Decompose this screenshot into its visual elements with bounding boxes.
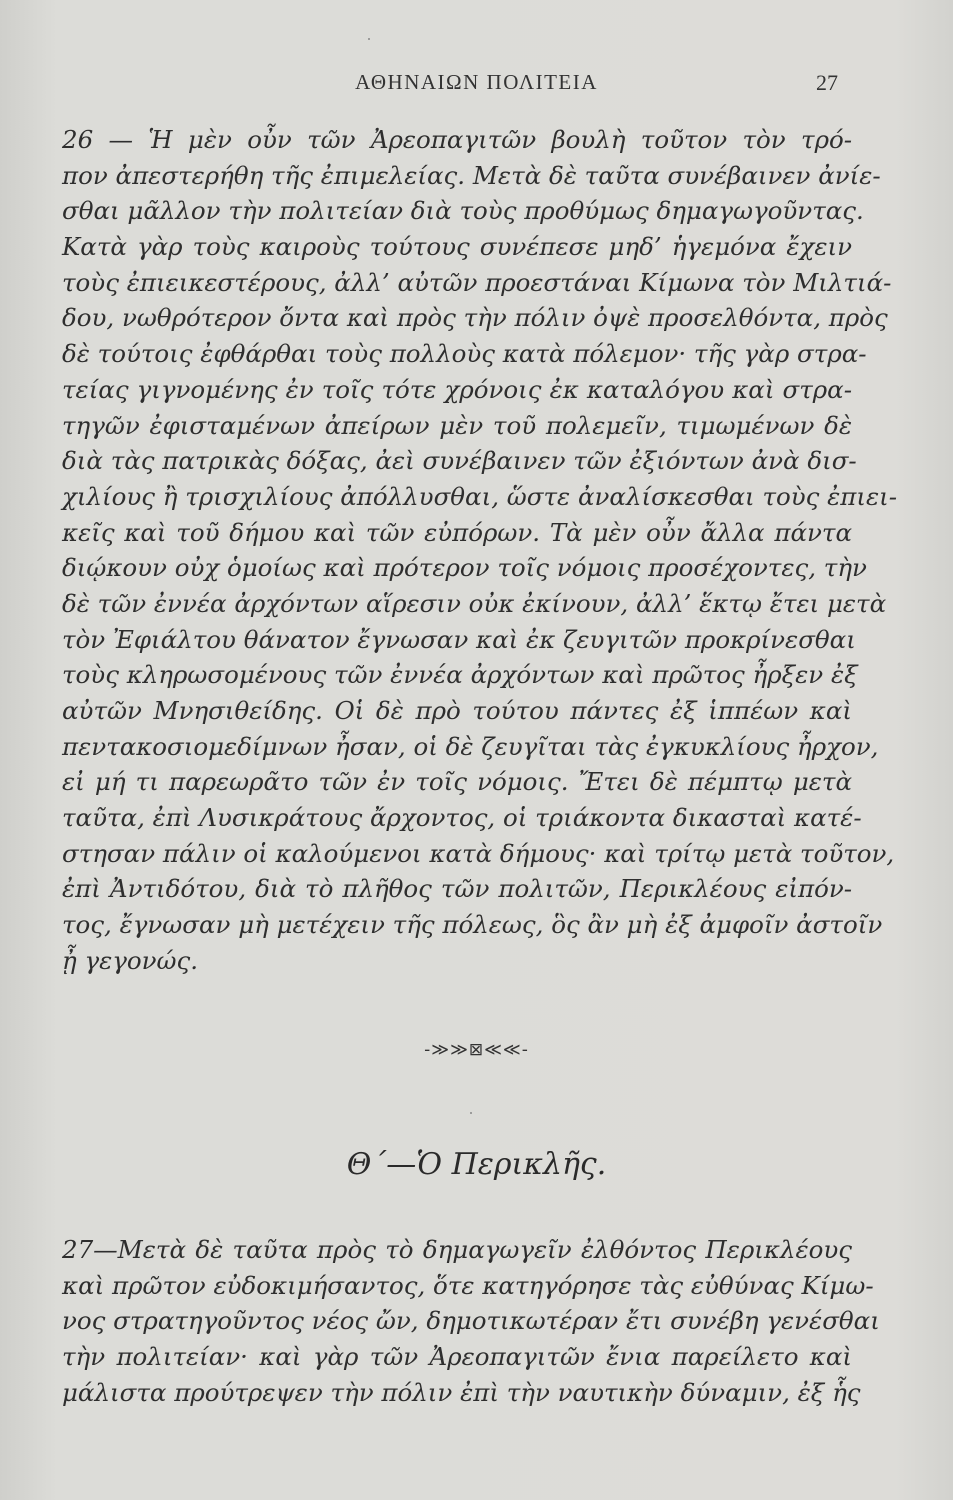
text-line: 26 — Ἡ μὲν οὖν τῶν Ἀρεοπαγιτῶν βουλὴ τοῦτον τὸν τρό- — [62, 125, 852, 154]
text-line: ἐπὶ Ἀντιδότου, διὰ τὸ πλῆθος τῶν πολιτῶν, Περικλέους εἰπόν- — [62, 874, 852, 904]
text-line: μάλιστα προύτρεψεν τὴν πόλιν ἐπὶ τὴν ναυτικὴν δύναμιν, ἐξ ἧς — [62, 1377, 861, 1407]
text-line: τοὺς κληρωσομένους τῶν ἐννέα ἀρχόντων καὶ πρῶτος ἦρξεν ἐξ — [62, 660, 858, 690]
text-line: χιλίους ἢ τρισχιλίους ἀπόλλυσθαι, ὥστε ἀναλίσκεσθαι τοὺς ἐπιει- — [62, 481, 898, 511]
text-line: σθαι μᾶλλον τὴν πολιτείαν διὰ τοὺς προθύμως δημαγωγοῦντας. — [62, 196, 864, 226]
text-line: τος, ἔγνωσαν μὴ μετέχειν τῆς πόλεως, ὃς ἂν μὴ ἐξ ἀμφοῖν ἀστοῖν — [62, 910, 883, 940]
chapter-heading: Θ΄—Ὁ Περικλῆς. — [346, 1147, 607, 1182]
text-line: διῴκουν οὐχ ὁμοίως καὶ πρότερον τοῖς νόμοις προσέχοντες, τὴν — [62, 553, 867, 583]
text-line: πεντακοσιομεδίμνων ἦσαν, οἱ δὲ ζευγῖται τὰς ἐγκυκλίους ἦρχον, — [62, 731, 879, 761]
text-line: δου, νωθρότερον ὄντα καὶ πρὸς τὴν πόλιν ὀψὲ προσελθόντα, πρὸς — [62, 303, 888, 333]
section-26-text — [62, 122, 898, 979]
paper-speck — [470, 1112, 472, 1114]
running-header — [0, 70, 953, 100]
text-line: εἰ μή τι παρεωρᾶτο τῶν ἐν τοῖς νόμοις. Ἔτει δὲ πέμπτῳ μετὰ — [62, 767, 852, 797]
text-line: δὲ τούτοις ἐφθάρθαι τοὺς πολλοὺς κατὰ πόλεμον· τῆς γὰρ στρα- — [62, 339, 867, 369]
text-line: τὴν πολιτείαν· καὶ γὰρ τῶν Ἀρεοπαγιτῶν ἔνια παρείλετο καὶ — [62, 1342, 852, 1372]
text-line: τοὺς ἐπιεικεστέρους, ἀλλ’ αὐτῶν προεστάναι Κίμωνα τὸν Μιλτιά- — [62, 267, 892, 297]
section-divider-ornament: -≫≫⊠≪≪- — [424, 1040, 529, 1060]
text-line: 27—Μετὰ δὲ ταῦτα πρὸς τὸ δημαγωγεῖν ἐλθόντος Περικλέους — [62, 1235, 852, 1264]
text-line: νος στρατηγοῦντος νέος ὤν, δημοτικωτέραν ἔτι συνέβη γενέσθαι — [62, 1306, 880, 1336]
text-line: κεῖς καὶ τοῦ δήμου καὶ τῶν εὐπόρων. Τὰ μὲν οὖν ἄλλα πάντα — [62, 517, 852, 547]
page-number: 27 — [816, 70, 838, 95]
section-27-text — [62, 1232, 880, 1410]
text-line: τὸν Ἐφιάλτου θάνατον ἔγνωσαν καὶ ἐκ ζευγιτῶν προκρίνεσθαι — [62, 624, 856, 654]
running-title: ΑΘΗΝΑΙΩΝ ΠΟΛΙΤΕΙΑ — [355, 70, 598, 94]
paper-speck — [368, 38, 370, 40]
text-line: δὲ τῶν ἐννέα ἀρχόντων αἵρεσιν οὐκ ἐκίνουν, ἀλλ’ ἕκτῳ ἔτει μετὰ — [62, 588, 887, 618]
text-line: στησαν πάλιν οἱ καλούμενοι κατὰ δήμους· καὶ τρίτῳ μετὰ τοῦτον, — [62, 838, 895, 868]
text-line: τείας γιγνομένης ἐν τοῖς τότε χρόνοις ἐκ καταλόγου καὶ στρα- — [62, 374, 852, 404]
text-line: καὶ πρῶτον εὐδοκιμήσαντος, ὅτε κατηγόρησε τὰς εὐθύνας Κίμω- — [62, 1270, 874, 1300]
text-line: ταῦτα, ἐπὶ Λυσικράτους ἄρχοντος, οἱ τριάκοντα δικασταὶ κατέ- — [62, 803, 862, 833]
text-line: Κατὰ γὰρ τοὺς καιροὺς τούτους συνέπεσε μηδ’ ἡγεμόνα ἔχειν — [62, 232, 852, 262]
text-line: πον ἀπεστερήθη τῆς ἐπιμελείας. Μετὰ δὲ ταῦτα συνέβαινεν ἀνίε- — [62, 160, 881, 190]
text-line: τηγῶν ἐφισταμένων ἀπείρων μὲν τοῦ πολεμεῖν, τιμωμένων δὲ — [62, 410, 852, 440]
text-line: διὰ τὰς πατρικὰς δόξας, ἀεὶ συνέβαινεν τῶν ἐξιόντων ἀνὰ δισ- — [62, 446, 857, 476]
text-line: αὐτῶν Μνησιθείδης. Οἱ δὲ πρὸ τούτου πάντες ἐξ ἱππέων καὶ — [62, 696, 852, 725]
text-line: ᾖ γεγονώς. — [62, 945, 199, 975]
